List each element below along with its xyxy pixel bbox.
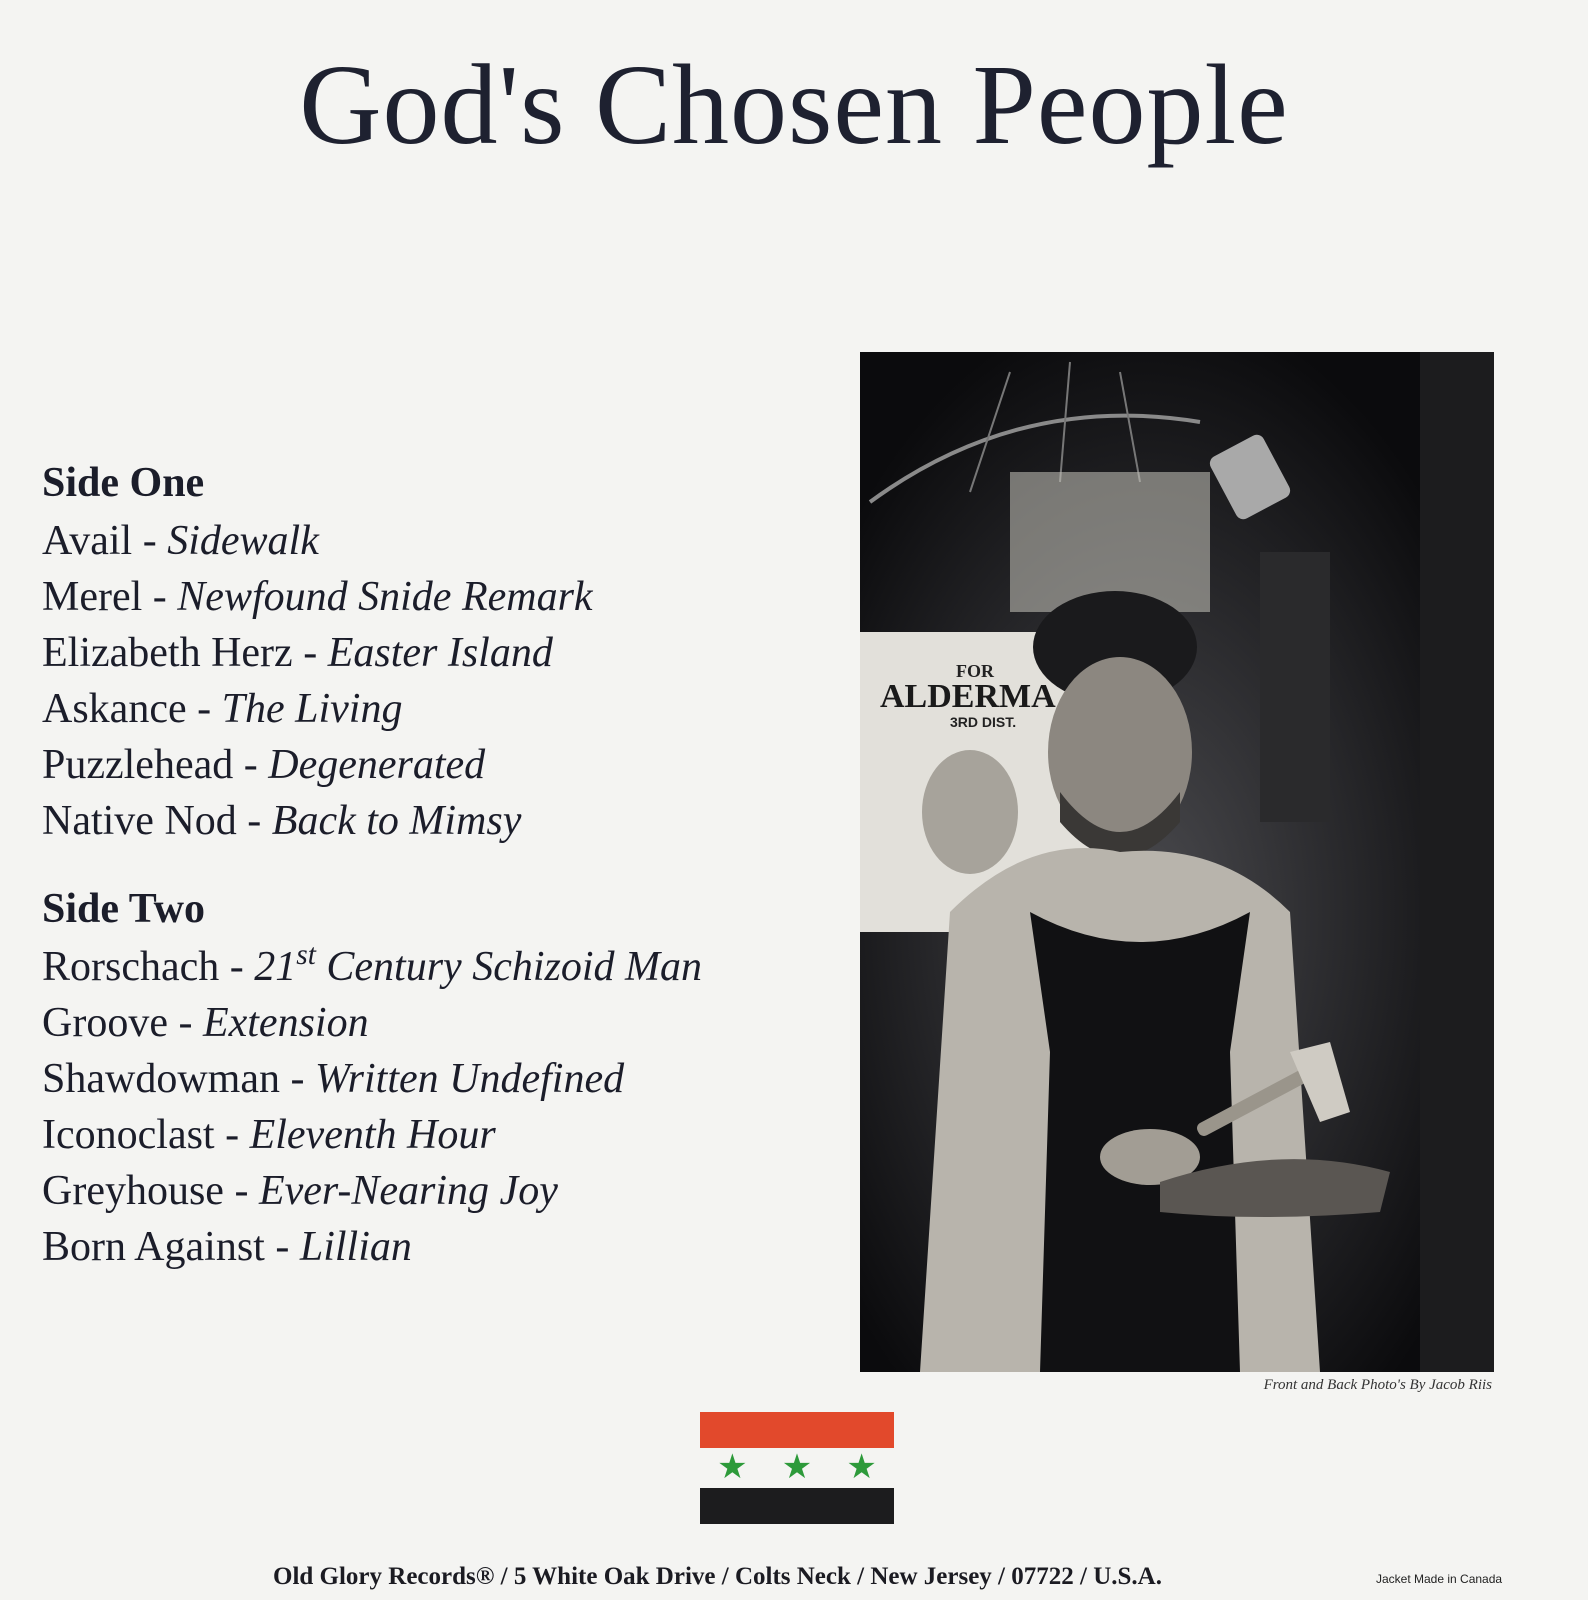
track-separator: - bbox=[290, 1056, 305, 1102]
track-artist: Groove bbox=[42, 1000, 168, 1046]
tracklist bbox=[42, 459, 842, 1311]
old-glory-flag-logo bbox=[700, 1412, 894, 1524]
label-address: Old Glory Records® / 5 White Oak Drive / Colts Neck / New Jersey / 07722 / U.S.A. bbox=[273, 1563, 1162, 1590]
track-song: Lillian bbox=[299, 1224, 412, 1270]
track-artist: Askance bbox=[42, 686, 187, 732]
track-song: Newfound Snide Remark bbox=[177, 574, 593, 620]
right-doorframe bbox=[1420, 352, 1494, 1372]
track-item bbox=[42, 569, 842, 625]
track-separator: - bbox=[303, 630, 318, 676]
track-artist: Elizabeth Herz bbox=[42, 630, 293, 676]
track-item bbox=[42, 1219, 842, 1275]
track-song bbox=[254, 938, 703, 990]
track-separator: - bbox=[243, 742, 258, 788]
track-item bbox=[42, 625, 842, 681]
cobbler-photo-illustration bbox=[860, 352, 1494, 1372]
track-artist: Native Nod bbox=[42, 798, 237, 844]
track-artist: Rorschach bbox=[42, 944, 220, 990]
track-item bbox=[42, 513, 842, 569]
green-star-icon: ★ bbox=[846, 1449, 877, 1486]
track-song: Extension bbox=[202, 1000, 369, 1046]
track-separator: - bbox=[142, 518, 157, 564]
photo-credit: Front and Back Photo's By Jacob Riis bbox=[1263, 1377, 1492, 1393]
album-title: God's Chosen People bbox=[299, 41, 1289, 168]
wall-panel bbox=[1260, 552, 1330, 822]
background-face bbox=[922, 750, 1018, 874]
track-separator: - bbox=[275, 1224, 290, 1270]
track-song-ordinal: st bbox=[296, 938, 316, 971]
track-artist: Greyhouse bbox=[42, 1168, 224, 1214]
track-song: The Living bbox=[221, 686, 403, 732]
track-item bbox=[42, 1107, 842, 1163]
green-star-icon: ★ bbox=[717, 1449, 748, 1486]
side-two-heading: Side Two bbox=[42, 886, 205, 932]
track-item bbox=[42, 681, 842, 737]
track-song: Sidewalk bbox=[167, 518, 319, 564]
green-star-icon: ★ bbox=[781, 1449, 813, 1486]
track-separator: - bbox=[197, 686, 212, 732]
track-song: Degenerated bbox=[268, 742, 486, 788]
track-artist: Merel bbox=[42, 574, 143, 620]
track-separator: - bbox=[229, 944, 244, 990]
track-separator: - bbox=[225, 1112, 240, 1158]
side-one-heading: Side One bbox=[42, 460, 205, 506]
cover-photo bbox=[860, 352, 1494, 1372]
track-artist: Iconoclast bbox=[42, 1112, 215, 1158]
track-separator: - bbox=[152, 574, 167, 620]
track-artist: Born Against bbox=[42, 1224, 265, 1270]
track-item bbox=[42, 939, 842, 995]
track-artist: Shawdowman bbox=[42, 1056, 280, 1102]
track-artist: Puzzlehead bbox=[42, 742, 234, 788]
track-item bbox=[42, 793, 842, 849]
track-song: Back to Mimsy bbox=[271, 798, 522, 844]
track-song: Easter Island bbox=[327, 630, 553, 676]
track-separator: - bbox=[178, 1000, 193, 1046]
track-song-rest: Century Schizoid Man bbox=[315, 944, 703, 990]
flag-red-stripe bbox=[700, 1412, 894, 1448]
side-two bbox=[42, 885, 842, 1275]
poster-text-for: FOR bbox=[956, 661, 994, 681]
track-song: Written Undefined bbox=[314, 1056, 625, 1102]
flag-black-stripe bbox=[700, 1488, 894, 1524]
track-separator: - bbox=[234, 1168, 249, 1214]
track-song: Ever-Nearing Joy bbox=[258, 1168, 558, 1214]
track-artist: Avail bbox=[42, 518, 133, 564]
newspaper-clippings bbox=[1010, 472, 1210, 612]
track-separator: - bbox=[247, 798, 262, 844]
manufacture-note: Jacket Made in Canada bbox=[1376, 1572, 1503, 1586]
side-one bbox=[42, 459, 842, 849]
track-item bbox=[42, 995, 842, 1051]
track-song-number: 21 bbox=[254, 944, 297, 990]
track-song: Eleventh Hour bbox=[249, 1112, 496, 1158]
poster-text-district: 3RD DIST. bbox=[950, 714, 1017, 730]
track-item bbox=[42, 1163, 842, 1219]
flag-star-row bbox=[700, 1448, 894, 1488]
poster-text-alderman: ALDERMA bbox=[880, 678, 1056, 715]
track-item bbox=[42, 737, 842, 793]
track-item bbox=[42, 1051, 842, 1107]
